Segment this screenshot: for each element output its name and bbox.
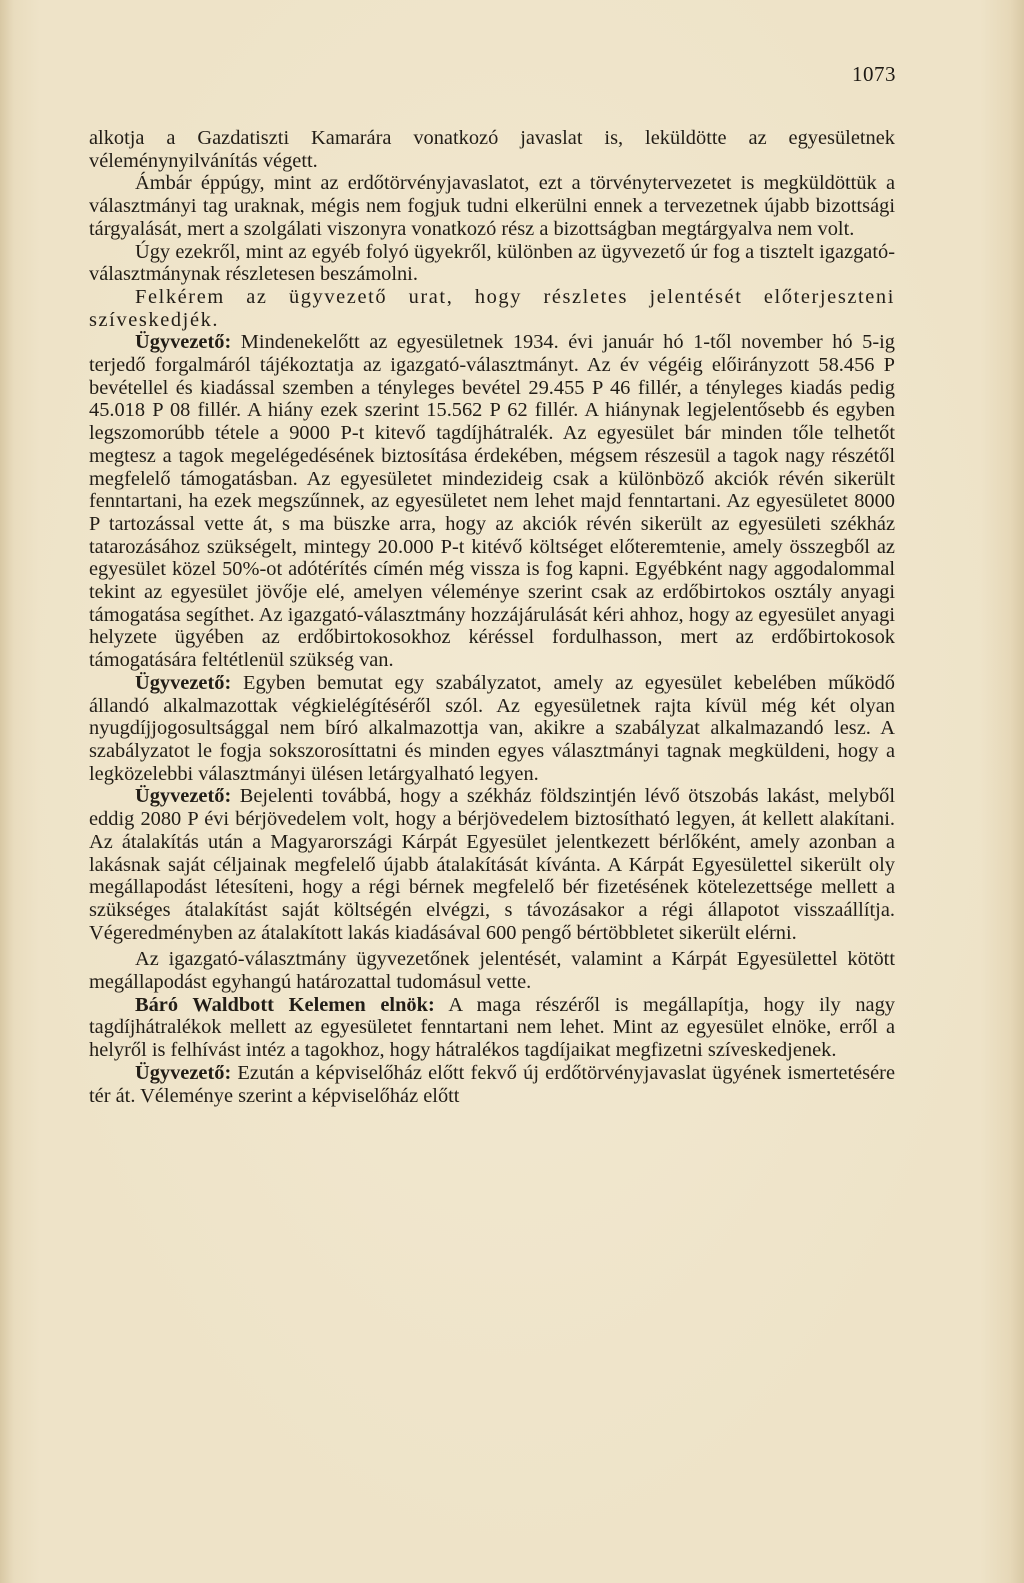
paragraph-text: Bejelenti továbbá, hogy a székház földszintjén lévő ötszobás lakást, melyből eddig 2080 P évi bérjövedelem volt, hogy a bérjövedelem biztosítható legyen, át kellett alakítani. Az átalakítás után a Magyarországi Kárpát Egyesület jelentkezett bérlőként, amely azonban a lakásnak saját céljainak megfelelő újabb átalakítását kívánta. A Kárpát Egyesülettel sikerült oly megállapodást létesíteni, hogy a régi bérnek megfelelő bér fizetésének kötelezettsége mellett a szükséges átalakítást saját költségén elvégzi, s távozásakor a régi állapotot visszaállítja. Végeredményben az átalakított lakás kiadásával 600 pengő bértöbbletet sikerült elérni.: [89, 785, 895, 944]
speaker-label: Ügyvezető:: [135, 1061, 232, 1084]
paragraph: [89, 331, 895, 672]
speaker-label: Ügyvezető:: [135, 785, 232, 808]
paragraph: Úgy ezekről, mint az egyéb folyó ügyekről, különben az ügyvezető úr fog a tisztelt igazgató-választmánynak részletesen beszámolni.: [89, 240, 895, 286]
paragraph: [89, 994, 895, 1062]
paragraph: alkotja a Gazdatiszti Kamarára vonatkozó javaslat is, leküldötte az egyesületnek véleménynyilvánítás végett.: [89, 127, 895, 172]
paragraph-text: A maga részéről is megállapítja, hogy ily nagy tagdíjhátralékok mellett az egyesületet fenntartani nem lehet. Mint az egyesület elnöke, erről a helyről is felhívást intéz a tagokhoz, hogy hátralékos tagdíjaikat megfizetni szíveskedjenek.: [89, 993, 895, 1062]
page-number: 1073: [852, 62, 896, 86]
paragraph-text: Egyben bemutat egy szabályzatot, amely az egyesület kebelében működő állandó alkalmazottak végkielégítéséről szól. Az egyesületnek rajta kívül még két olyan nyugdíjjogosultsággal nem bíró alkalmazottja van, akikre a szabályzat alkalmazandó lesz. A szabályzatot le fogja sokszorosíttatni és minden egyes választmányi tagnak megküldeni, hogy a legközelebbi választmányi ülésen letárgyalható legyen.: [89, 671, 895, 785]
speaker-label: Ügyvezető:: [135, 671, 232, 694]
paragraph-text: Ezután a képviselőház előtt fekvő új erdőtörvényjavaslat ügyének ismertetésére tér át. Véleménye szerint a képviselőház előtt: [89, 1061, 895, 1107]
paragraph: [89, 672, 895, 786]
speaker-label: Ügyvezető:: [135, 331, 232, 354]
body-text: [89, 127, 895, 1107]
paragraph: [89, 785, 895, 944]
paragraph: Ámbár éppúgy, mint az erdőtörvényjavaslatot, ezt a törvénytervezetet is megküldöttük a választmányi tag uraknak, mégis nem fogjuk tudni elkerülni ennek a tervezetnek újabb bizottsági tárgyalását, mert a szolgálati viszonyra vonatkozó rész a bizottságban megtárgyalva nem volt.: [89, 172, 895, 240]
paragraph-text: Mindenekelőtt az egyesületnek 1934. évi január hó 1-től november hó 5-ig terjedő forgalmáról tájékoztatja az igazgató-választmányt. Az év végéig előirányzott 58.456 P bevétellel és kiadással szemben a tényleges bevétel 29.455 P 46 fillér, a tényleges kiadás pedig 45.018 P 08 fillér. A hiány ezek szerint 15.562 P 62 fillér. A hiánynak legjelentősebb és egyben legszomorúbb tétele a 9000 P-t kitevő tagdíjhátralék. Az egyesület bár minden tőle telhetőt megtesz a tagok megelégedésének biztosítása érdekében, mégsem részesül a tagok nagy részétől megfelelő támogatásban. Az egyesületet mindezideig csak a különböző akciók révén sikerült fenntartani, ha ezek megszűnnek, az egyesületet nem lehet majd fenntartani. Az egyesületet 8000 P tartozással vette át, s ma büszke arra, hogy az akciók révén sikerült az egyesületi székház tatarozásához szükségelt, mintegy 20.000 P-t kitévő költséget előteremtenie, amely összegből az egyesület közel 50%-ot adótérítés címén még vissza is fog kapni. Egyébként nagy aggodalommal tekint az egyesület jövője elé, amelyen véleménye szerint csak az erdőbirtokos osztály anyagi támogatása segíthet. Az igazgató-választmány hozzájárulását kéri ahhoz, hogy az egyesület anyagi helyzete ügyében az erdőbirtokosokhoz kéréssel fordulhasson, mert az erdőbirtokosok támogatására feltétlenül szükség van.: [89, 331, 895, 672]
paragraph: Az igazgató-választmány ügyvezetőnek jelentését, valamint a Kárpát Egyesülettel kötött megállapodást egyhangú határozattal tudomásul vette.: [89, 948, 895, 994]
speaker-label: Báró Waldbott Kelemen elnök:: [135, 993, 435, 1016]
paragraph: [89, 1062, 895, 1107]
paragraph: Felkérem az ügyvezető urat, hogy részletes jelentését előterjeszteni szíveskedjék.: [89, 285, 895, 331]
